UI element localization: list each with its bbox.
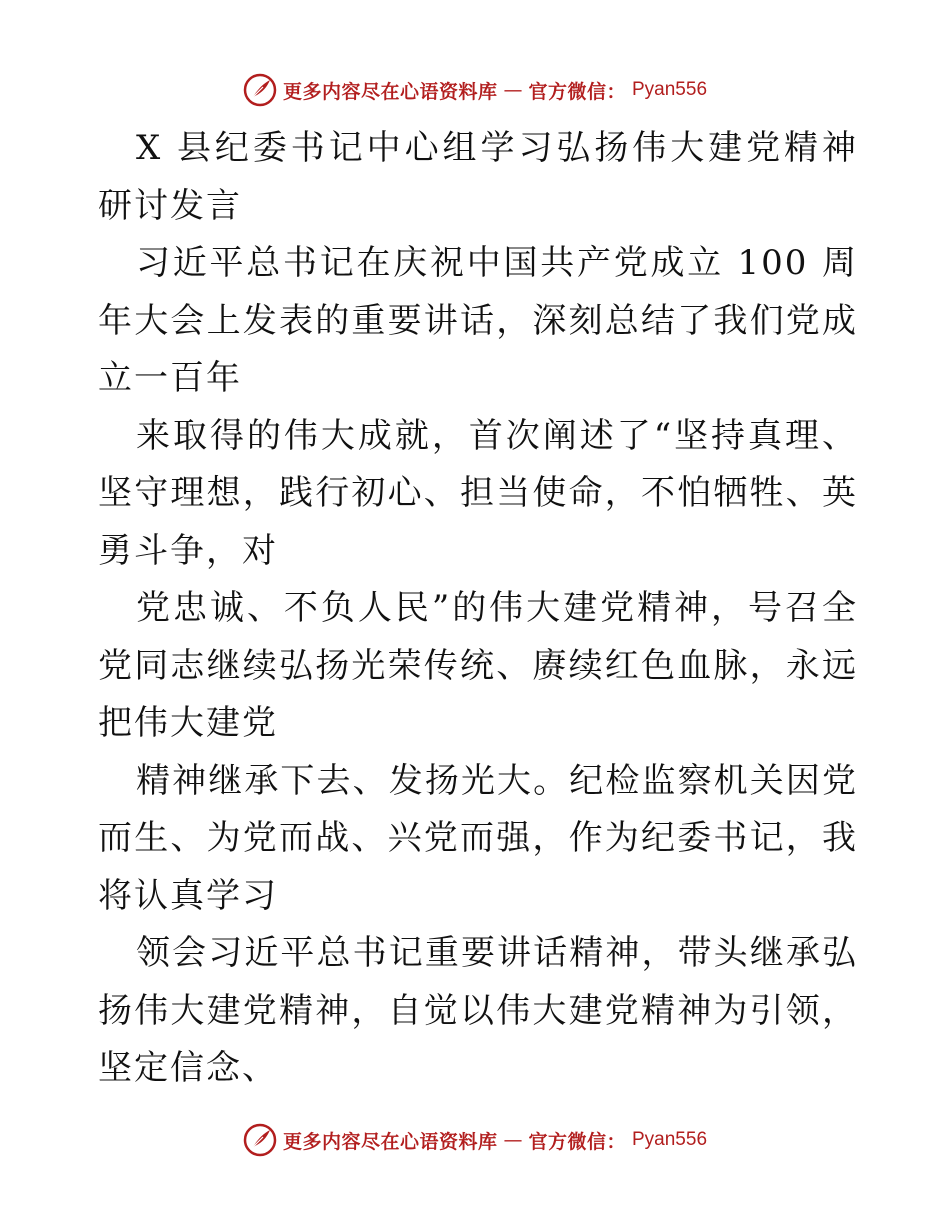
header-wechat-label: 官方微信： <box>528 80 626 103</box>
paragraph-line: 真学习 <box>170 875 278 916</box>
paragraph <box>98 925 858 1098</box>
paragraph-line: 精神继承下去、发扬光大。纪检监察机关因党而 <box>98 760 858 858</box>
paragraph-line: 大会上发表的重要讲话，深刻总结了我们党成立一 <box>98 300 859 398</box>
footer-wechat-handle: Pyan556 <box>632 1129 708 1150</box>
title-line: 发言 <box>170 185 242 226</box>
paragraph-line: 同志继续弘扬光荣传统、赓续红色血脉，永远把伟 <box>98 645 859 743</box>
paragraph-line: 来取得的伟大成就，首次阐述了“坚持真理、坚 <box>98 415 858 513</box>
paragraph-line: 百年 <box>170 358 242 398</box>
paragraph-line: 领会习近平总书记重要讲话精神，带头继承弘扬 <box>98 933 858 1031</box>
footer-banner <box>0 1120 950 1160</box>
feather-quill-circle-icon <box>243 73 277 107</box>
feather-quill-circle-icon <box>243 1123 277 1157</box>
paragraph <box>98 580 858 753</box>
header-wechat-handle: Pyan556 <box>632 79 708 100</box>
paragraph-line: 党忠诚、不负人民”的伟大建党精神，号召全党 <box>98 588 858 686</box>
header-banner <box>0 70 950 110</box>
footer-separator: — <box>503 1129 523 1151</box>
paragraph <box>98 408 858 581</box>
paragraph-line: 守理想，践行初心、担当使命，不怕牺牲、英勇斗 <box>98 473 859 571</box>
footer-site-text: 更多内容尽在心语资料库 <box>282 1130 498 1153</box>
paragraph-line: 信念、 <box>170 1048 278 1088</box>
paragraph-line: 伟大建党精神，自觉以伟大建党精神为引领，坚定 <box>98 990 859 1088</box>
paragraph-line: 争，对 <box>170 530 278 571</box>
header-site-text: 更多内容尽在心语资料库 <box>282 80 498 103</box>
paragraph-line: 习近平总书记在庆祝中国共产党成立 100 周年 <box>98 243 858 341</box>
paragraph-line: 大建党 <box>170 703 278 743</box>
paragraph <box>98 235 858 408</box>
footer-wechat-label: 官方微信： <box>528 1130 626 1153</box>
title-line: X 县纪委书记中心组学习弘扬伟大建党精神研讨 <box>98 128 858 226</box>
document-title <box>98 120 858 235</box>
document-body <box>98 120 858 1098</box>
header-separator: — <box>503 79 523 101</box>
paragraph-line: 生、为党而战、兴党而强，作为纪委书记，我将认 <box>98 818 859 916</box>
paragraph <box>98 753 858 926</box>
